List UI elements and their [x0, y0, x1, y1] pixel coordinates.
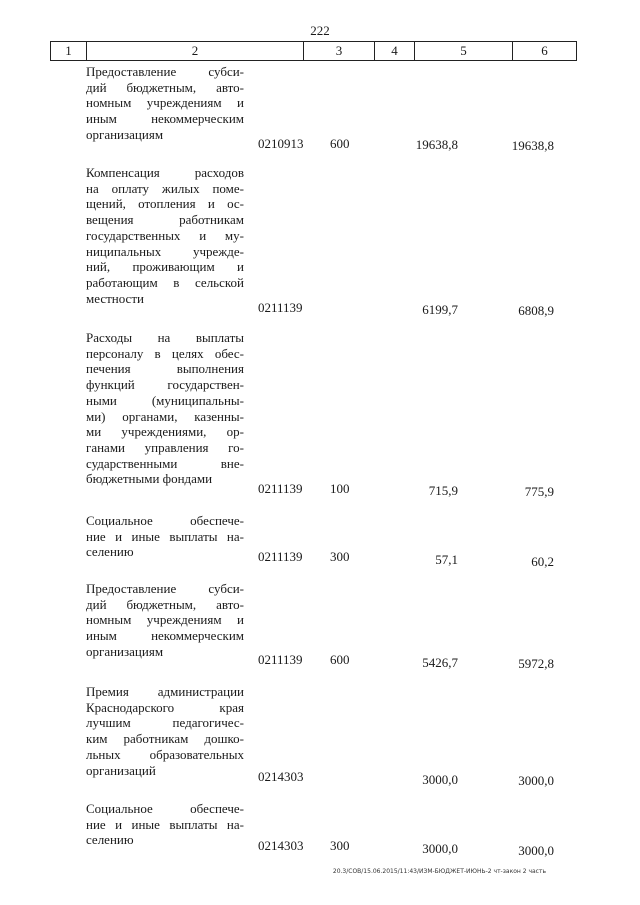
table-header [50, 41, 577, 61]
header-col-2: 2 [86, 42, 303, 60]
row-type: 100 [330, 481, 350, 496]
row-value-2015: 19638,8 [415, 137, 458, 152]
row-code: 0214303 [258, 769, 304, 784]
header-col-1: 1 [50, 42, 86, 60]
row-value-2015: 715,9 [428, 483, 458, 498]
row-value-2015: 5426,7 [422, 655, 458, 670]
row-type: 600 [330, 652, 350, 667]
row-description: Социальное обеспече- ние и иные выплаты на- селению [86, 513, 244, 560]
row-value-2015: 57,1 [435, 552, 458, 567]
row-description: Премия администрации Краснодарского края лучшим педагогичес- ким работникам дошко- льных образовательных организаций [86, 684, 244, 778]
row-code: 0211139 [258, 549, 303, 564]
row-type: 600 [330, 136, 350, 151]
header-col-6: 6 [512, 42, 577, 60]
row-description: Расходы на выплаты персоналу в целях обес- печения выполнения функций государствен- ными (муниципальны- ми) органами, казенны- ми учреждениями, ор- ганами управления го- сударственными вне- бюджетными фондами [86, 330, 244, 487]
row-type: 300 [330, 549, 350, 564]
row-value-2016: 6808,9 [518, 303, 554, 318]
header-col-3: 3 [303, 42, 374, 60]
row-description: Предоставление субси- дий бюджетным, авто- номным учреждениям и иным некоммерческим организациям [86, 64, 244, 142]
row-value-2016: 775,9 [524, 484, 554, 499]
row-code: 0211139 [258, 652, 303, 667]
header-col-5: 5 [414, 42, 512, 60]
row-value-2016: 19638,8 [511, 138, 554, 153]
row-value-2016: 3000,0 [518, 843, 554, 858]
row-value-2016: 3000,0 [518, 773, 554, 788]
row-value-2016: 5972,8 [518, 656, 554, 671]
footer-file-stamp: 20.3/СОВ/15.06.2015/11:43/ИЗМ-БЮДЖЕТ-ИЮНЬ-2 чт-закон 2 часть [332, 868, 546, 875]
row-value-2015: 3000,0 [422, 772, 458, 787]
row-description: Предоставление субси- дий бюджетным, авто- номным учреждениям и иным некоммерческим организациям [86, 581, 244, 659]
row-description: Компенсация расходов на оплату жилых поме- щений, отопления и ос- вещения работникам государственных и му- ниципальных учрежде- ний, проживающим и работающим в сельской местности [86, 165, 244, 306]
row-value-2016: 60,2 [531, 554, 554, 569]
header-col-4: 4 [374, 42, 414, 60]
row-value-2015: 6199,7 [422, 302, 458, 317]
row-value-2015: 3000,0 [422, 841, 458, 856]
row-code: 0211139 [258, 300, 303, 315]
row-type: 300 [330, 838, 350, 853]
page-number: 222 [310, 23, 330, 38]
row-code: 0211139 [258, 481, 303, 496]
row-description: Социальное обеспече- ние и иные выплаты на- селению [86, 801, 244, 848]
row-code: 0214303 [258, 838, 304, 853]
row-code: 0210913 [258, 136, 304, 151]
